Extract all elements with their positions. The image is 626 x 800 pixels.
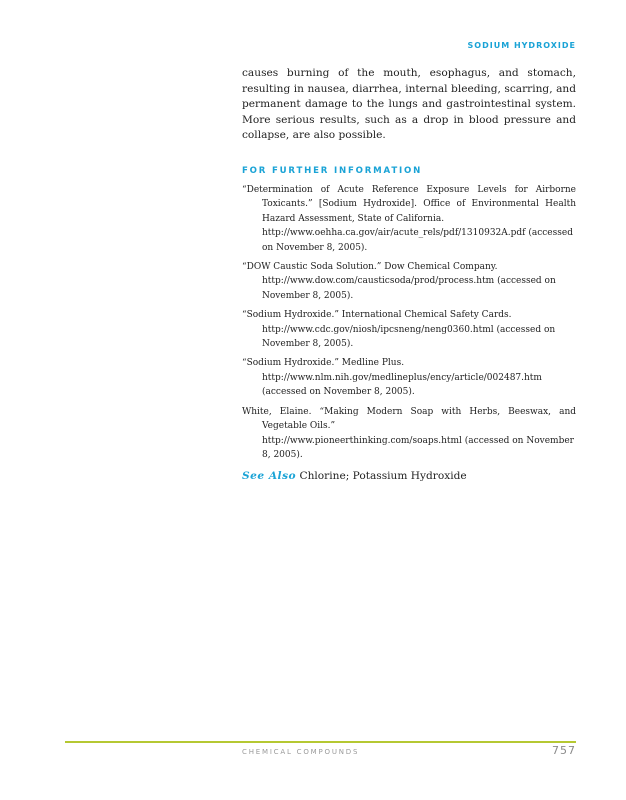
reference-url: http://www.oehha.ca.gov/air/acute_rels/pdf/1310932A.pdf (accessed on November 8, 2005).: [262, 228, 573, 253]
page-number: 757: [552, 744, 576, 757]
reference-list: [242, 183, 576, 467]
body-paragraph: causes burning of the mouth, esophagus, and stomach, resulting in nausea, diarrhea, internal bleeding, scarring, and permanent damage to the lungs and gastrointestinal system. More serious results, such as a drop in blood pressure and collapse, are also possible.: [242, 67, 576, 141]
reference-text: “Sodium Hydroxide.” Medline Plus.: [242, 358, 405, 369]
reference-item: [242, 308, 576, 351]
reference-url: http://www.pioneerthinking.com/soaps.html (accessed on November 8, 2005).: [262, 435, 574, 460]
see-also: [242, 469, 467, 484]
reference-item: [242, 183, 576, 255]
reference-text: “Determination of Acute Reference Exposure Levels for Airborne Toxicants.” [Sodium Hydroxide]. Office of Environmental Health Hazard Assessment, State of California.: [242, 185, 576, 224]
reference-text: “Sodium Hydroxide.” International Chemical Safety Cards.: [242, 310, 512, 321]
see-also-text: Chlorine; Potassium Hydroxide: [299, 470, 467, 482]
running-head: SODIUM HYDROXIDE: [467, 41, 576, 50]
section-heading: FOR FURTHER INFORMATION: [242, 166, 423, 176]
reference-item: [242, 356, 576, 399]
footer-title: CHEMICAL COMPOUNDS: [242, 748, 360, 756]
see-also-label: See Also: [242, 470, 297, 482]
reference-url: http://www.nlm.nih.gov/medlineplus/ency/article/002487.htm (accessed on November 8, 2005).: [262, 372, 542, 398]
footer-rule: [65, 741, 576, 743]
reference-item: [242, 405, 576, 463]
reference-text: “DOW Caustic Soda Solution.” Dow Chemical Company.: [242, 262, 498, 273]
reference-text: White, Elaine. “Making Modern Soap with Herbs, Beeswax, and Vegetable Oils.”: [242, 406, 576, 432]
reference-url: http://www.cdc.gov/niosh/ipcsneng/neng0360.html (accessed on November 8, 2005).: [262, 324, 556, 350]
reference-url: http://www.dow.com/causticsoda/prod/process.htm (accessed on November 8, 2005).: [262, 276, 556, 301]
reference-item: [242, 260, 576, 303]
